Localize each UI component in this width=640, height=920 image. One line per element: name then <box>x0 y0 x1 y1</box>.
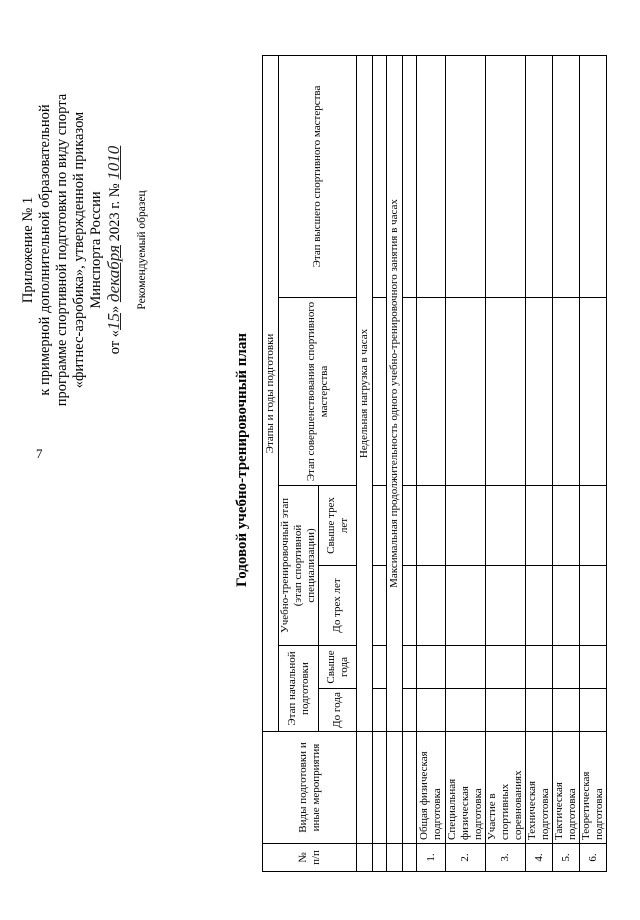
appendix-line-3: «фитнес-аэробика», утвержденной приказом <box>71 111 87 389</box>
table-cell <box>486 298 526 486</box>
table-cell <box>553 56 580 298</box>
table-cell <box>580 689 607 732</box>
table-cell <box>580 646 607 689</box>
table-cell <box>486 689 526 732</box>
table-cell <box>417 298 446 486</box>
order-prefix: от « <box>107 330 123 355</box>
table-cell <box>373 689 387 732</box>
header-stages: Этапы и годы подготовки <box>263 56 279 732</box>
sub-over-year: Свыше года <box>319 646 357 689</box>
row-label: Специальная физическая подготовка <box>446 732 486 844</box>
table-cell <box>403 56 417 298</box>
table-cell <box>526 689 553 732</box>
sub-up-to-year: До года <box>319 689 357 732</box>
table-cell <box>403 566 417 646</box>
table-cell <box>357 732 373 844</box>
row-num: 5. <box>553 844 580 872</box>
table-cell <box>526 566 553 646</box>
table-cell <box>446 646 486 689</box>
table-row <box>417 56 446 872</box>
table-cell <box>373 844 387 872</box>
row-label: Тактическая подготовка <box>553 732 580 844</box>
table-cell <box>486 56 526 298</box>
table-cell <box>373 646 387 689</box>
document-title: Годовой учебно-тренировочный план <box>234 333 250 587</box>
order-mid: » <box>107 302 123 313</box>
table-cell <box>373 732 387 844</box>
table-cell <box>486 646 526 689</box>
max-duration-label: Максимальная продолжительность одного учебно-тренировочного занятия в часах <box>387 56 403 732</box>
appendix-line-4: Минспорта России <box>88 191 104 309</box>
page-number: 7 <box>36 446 43 461</box>
row-num: 1. <box>417 844 446 872</box>
table-cell <box>417 486 446 566</box>
row-label: Техническая подготовка <box>526 732 553 844</box>
order-number: 1010 <box>104 145 123 180</box>
row-label: Теоретическая подготовка <box>580 732 607 844</box>
table-row <box>553 56 580 872</box>
table-cell <box>357 844 373 872</box>
header-stage-improvement: Этап совершенствования спортивного мастерства <box>279 298 357 486</box>
header-num: № п/п <box>263 844 357 872</box>
header-stage-highest: Этап высшего спортивного мастерства <box>279 56 357 298</box>
table-row <box>446 56 486 872</box>
table-cell <box>580 486 607 566</box>
table-cell <box>446 56 486 298</box>
table-cell <box>446 298 486 486</box>
row-num: 6. <box>580 844 607 872</box>
table-cell <box>553 689 580 732</box>
table-cell <box>446 689 486 732</box>
table-cell <box>403 298 417 486</box>
table-cell <box>446 486 486 566</box>
table-cell <box>417 566 446 646</box>
table-cell <box>373 486 387 566</box>
table-cell <box>580 56 607 298</box>
table-cell <box>486 486 526 566</box>
header-type: Виды подготовки и иные мероприятия <box>263 732 357 844</box>
table-cell <box>387 844 403 872</box>
table-cell <box>403 844 417 872</box>
appendix-title: Приложение № 1 <box>20 196 36 304</box>
table-cell <box>373 566 387 646</box>
table-row <box>486 56 526 872</box>
table-cell <box>387 732 403 844</box>
order-line <box>105 60 124 440</box>
appendix-header <box>20 60 151 440</box>
order-month: декабря <box>104 245 123 303</box>
sub-over-three: Свыше трех лет <box>319 486 357 566</box>
row-num: 3. <box>486 844 526 872</box>
table-cell <box>553 298 580 486</box>
header-stage-initial: Этап начальной подготовки <box>279 646 319 732</box>
table-cell <box>526 56 553 298</box>
table-cell <box>403 732 417 844</box>
order-day: 15 <box>104 313 123 330</box>
table-cell <box>417 689 446 732</box>
appendix-line-2: программе спортивной подготовки по виду спорта <box>54 93 70 407</box>
table-cell <box>580 566 607 646</box>
table-row <box>526 56 553 872</box>
table-cell <box>403 689 417 732</box>
row-num: 4. <box>526 844 553 872</box>
row-label: Участие в спортивных соревнованиях <box>486 732 526 844</box>
sub-up-to-three: До трех лет <box>319 566 357 646</box>
table-cell <box>553 566 580 646</box>
header-stage-training: Учебно-тренировочный этап (этап спортивной специализации) <box>279 486 319 646</box>
table-cell <box>373 298 387 486</box>
table-cell <box>526 298 553 486</box>
table-cell <box>526 486 553 566</box>
table-cell <box>526 646 553 689</box>
table-cell <box>403 646 417 689</box>
weekly-load-label: Недельная нагрузка в часах <box>357 56 373 732</box>
row-label: Общая физическая подготовка <box>417 732 446 844</box>
table-row <box>580 56 607 872</box>
table-cell <box>417 646 446 689</box>
recommended-sample: Рекомендуемый образец <box>136 190 148 310</box>
table-cell <box>553 646 580 689</box>
order-year: 2023 г. № <box>107 179 123 246</box>
table-cell <box>486 566 526 646</box>
appendix-line-1: к примерной дополнительной образовательной <box>37 104 53 396</box>
table-cell <box>403 486 417 566</box>
table-cell <box>580 298 607 486</box>
training-plan-table <box>262 55 607 872</box>
table-cell <box>553 486 580 566</box>
table-cell <box>373 56 387 298</box>
table-cell <box>417 56 446 298</box>
table-cell <box>446 566 486 646</box>
row-num: 2. <box>446 844 486 872</box>
